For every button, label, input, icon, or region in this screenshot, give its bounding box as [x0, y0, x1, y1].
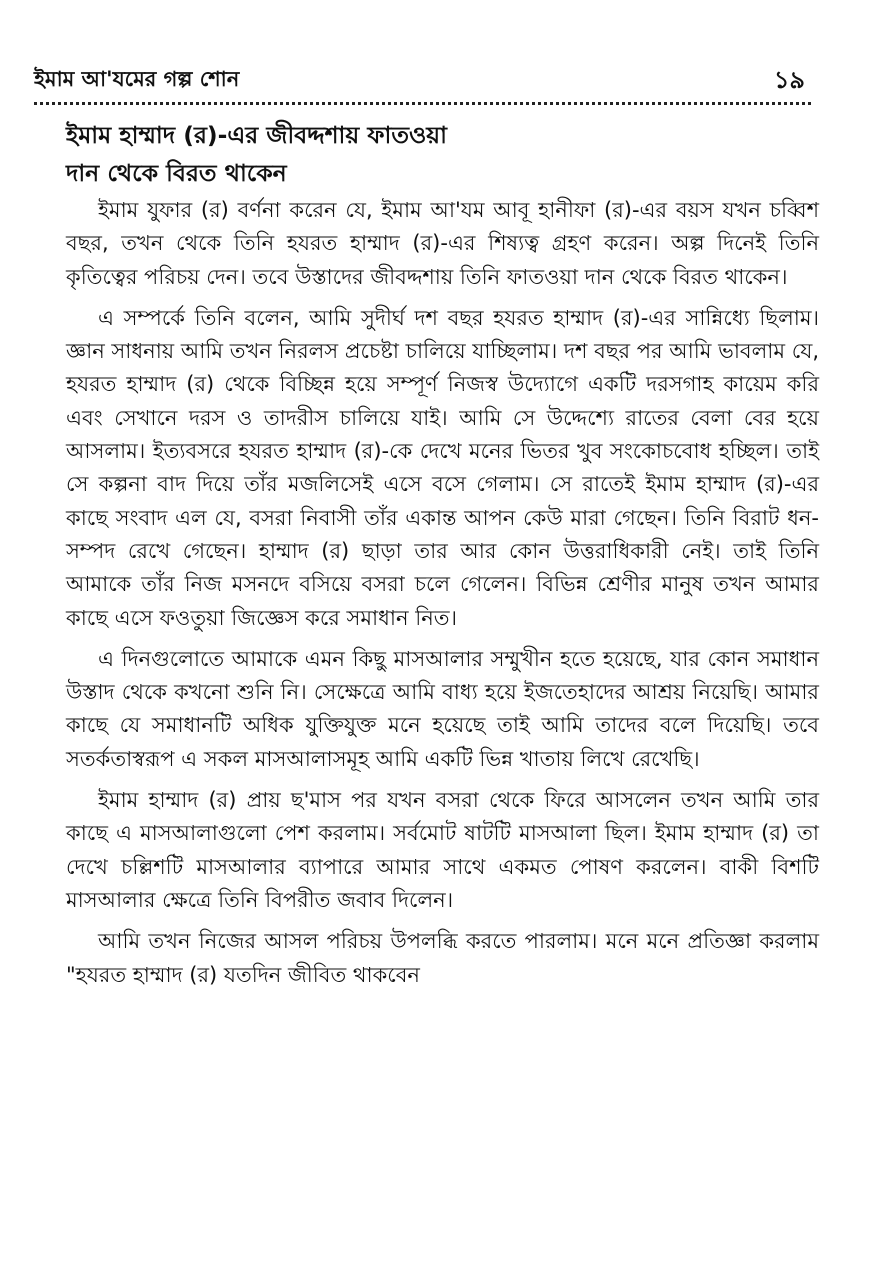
paragraph: এ দিনগুলোতে আমাকে এমন কিছু মাসআলার সম্মুখীন হতে হয়েছে, যার কোন সমাধান উস্তাদ থেকে কখনো শুনি নি। সেক্ষেত্রে আমি বাধ্য হয়ে ইজতেহাদের আশ্রয় নিয়েছি। আমার কাছে যে সমাধানটি অধিক যুক্তিযুক্ত মনে হয়েছে তাই আমি তাদের বলে দিয়েছি। তবে সতর্কতাস্বরূপ এ সকল মাসআলাসমূহ আমি একটি ভিন্ন খাতায় লিখে রেখেছি। — [66, 646, 819, 771]
section-heading-line: ইমাম হাম্মাদ (র)-এর জীবদ্দশায় ফাতওয়া — [66, 121, 447, 149]
paragraph: ইমাম হাম্মাদ (র) প্রায় ছ'মাস পর যখন বসরা থেকে ফিরে আসলেন তখন আমি তার কাছে এ মাসআলাগুলো পেশ করলাম। সর্বমোট ষাটটি মাসআলা ছিল। ইমাম হাম্মাদ (র) তা দেখে চল্লিশটি মাসআলার ব্যাপারে আমার সাথে একমত পোষণ করলেন। বাকী বিশটি মাসআলার ক্ষেত্রে তিনি বিপরীত জবাব দিলেন। — [66, 788, 819, 912]
running-title: ইমাম আ'যমের গল্প শোন — [34, 67, 240, 91]
section-heading — [66, 116, 819, 192]
page-number: ১৯ — [773, 66, 805, 94]
article-body — [66, 116, 819, 992]
section-heading-line: দান থেকে বিরত থাকেন — [66, 159, 287, 187]
running-header — [34, 62, 811, 105]
paragraph: আমি তখন নিজের আসল পরিচয় উপলব্ধি করতে পারলাম। মনে মনে প্রতিজ্ঞা করলাম "হযরত হাম্মাদ (র) যতদিন জীবিত থাকবেন — [66, 929, 819, 987]
paragraph: ইমাম যুফার (র) বর্ণনা করেন যে, ইমাম আ'যম আবূ হানীফা (র)-এর বয়স যখন চব্বিশ বছর, তখন থেকে তিনি হযরত হাম্মাদ (র)-এর শিষ্যত্ব গ্রহণ করেন। অল্প দিনেই তিনি কৃতিত্বের পরিচয় দেন। তবে উস্তাদের জীবদ্দশায় তিনি ফাতওয়া দান থেকে বিরত থাকেন। — [66, 198, 819, 289]
paragraph: এ সম্পর্কে তিনি বলেন, আমি সুদীর্ঘ দশ বছর হযরত হাম্মাদ (র)-এর সান্নিধ্যে ছিলাম। জ্ঞান সাধনায় আমি তখন নিরলস প্রচেষ্টা চালিয়ে যাচ্ছিলাম। দশ বছর পর আমি ভাবলাম যে, হযরত হাম্মাদ (র) থেকে বিচ্ছিন্ন হয়ে সম্পূর্ণ নিজস্ব উদ্যোগে একটি দরসগাহ কায়েম করি এবং সেখানে দরস ও তাদরীস চালিয়ে যাই। আমি সে উদ্দেশ্যে রাতের বেলা বের হয়ে আসলাম। ইত্যবসরে হযরত হাম্মাদ (র)-কে দেখে মনের ভিতর খুব সংকোচবোধ হচ্ছিল। তাই সে কল্পনা বাদ দিয়ে তাঁর মজলিসেই এসে বসে গেলাম। সে রাতেই ইমাম হাম্মাদ (র)-এর কাছে সংবাদ এল যে, বসরা নিবাসী তাঁর একান্ত আপন কেউ মারা গেছেন। তিনি বিরাট ধন-সম্পদ রেখে গেছেন। হাম্মাদ (র) ছাড়া তার আর কোন উত্তরাধিকারী নেই। তাই তিনি আমাকে তাঁর নিজ মসনদে বসিয়ে বসরা চলে গেলেন। বিভিন্ন শ্রেণীর মানুষ তখন আমার কাছে এসে ফওতুয়া জিজ্ঞেস করে সমাধান নিত। — [66, 305, 819, 630]
